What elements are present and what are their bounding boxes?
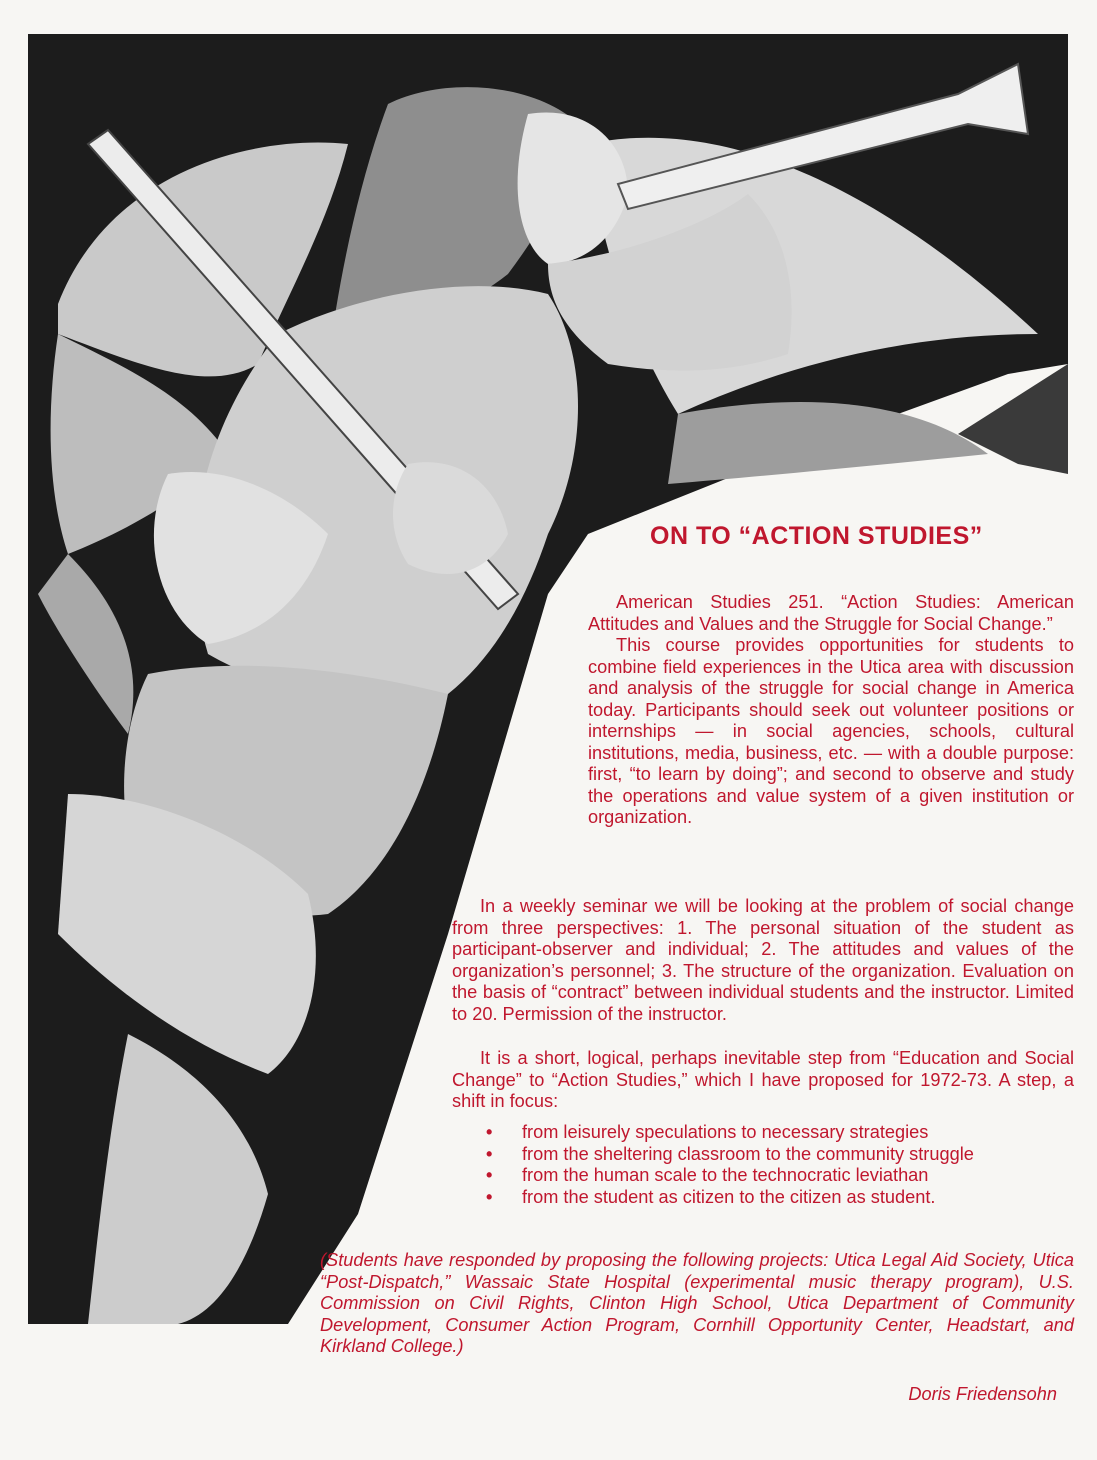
student-projects-note: (Students have responded by proposing the following projects: Utica Legal Aid Society, Utica “Post-Dispatch,” Wassaic State Hospital (experimental music therapy program), U.S. Commission on Civil Rights, Clinton High School, Utica Department of Community Development, Consumer Action Program, Cornhill Opportunity Center, Headstart, and Kirkland College.) [320, 1250, 1074, 1356]
course-title-paragraph: American Studies 251. “Action Studies: American Attitudes and Values and the Struggle for Social Change.” [588, 592, 1074, 634]
step-block [452, 1048, 1074, 1113]
list-item [486, 1122, 1074, 1144]
article-title: ON TO “ACTION STUDIES” [650, 522, 983, 550]
focus-shift-list [486, 1122, 1074, 1208]
list-item-text: from the student as citizen to the citizen as student. [522, 1186, 936, 1207]
seminar-paragraph: In a weekly seminar we will be looking at the problem of social change from three perspectives: 1. The personal situation of the student as participant-observer and individual; 2. The attitudes and values of the organization’s personnel; 3. The structure of the organization. Evaluation on the basis of “contract” between individual students and the instructor. Limited to 20. Permission of the instructor. [452, 896, 1074, 1024]
bullet-icon: • [486, 1122, 493, 1142]
course-description-block [588, 592, 1074, 829]
list-item-text: from leisurely speculations to necessary strategies [522, 1122, 929, 1142]
bullet-icon: • [486, 1186, 493, 1207]
seminar-block [452, 896, 1074, 1025]
list-item-text: from the sheltering classroom to the community struggle [522, 1143, 974, 1164]
list-item-text: from the human scale to the technocratic leviathan [522, 1165, 929, 1185]
list-item [486, 1165, 1074, 1187]
author-signature: Doris Friedensohn [908, 1384, 1057, 1404]
course-description-paragraph: This course provides opportunities for students to combine field experiences in the Utica area with discussion and analysis of the struggle for social change in America today. Participants should seek out volunteer positions or internships — in social agencies, schools, cultural institutions, media, business, etc. — with a double purpose: first, “to learn by doing”; and second to observe and study the operations and value system of a given institution or organization. [588, 635, 1074, 827]
list-item [486, 1187, 1074, 1209]
bullet-icon: • [486, 1165, 493, 1185]
list-item [486, 1144, 1074, 1166]
bullet-icon: • [486, 1143, 493, 1164]
step-paragraph: It is a short, logical, perhaps inevitable step from “Education and Social Change” to “Action Studies,” which I have proposed for 1972-73. A step, a shift in focus: [452, 1048, 1074, 1111]
